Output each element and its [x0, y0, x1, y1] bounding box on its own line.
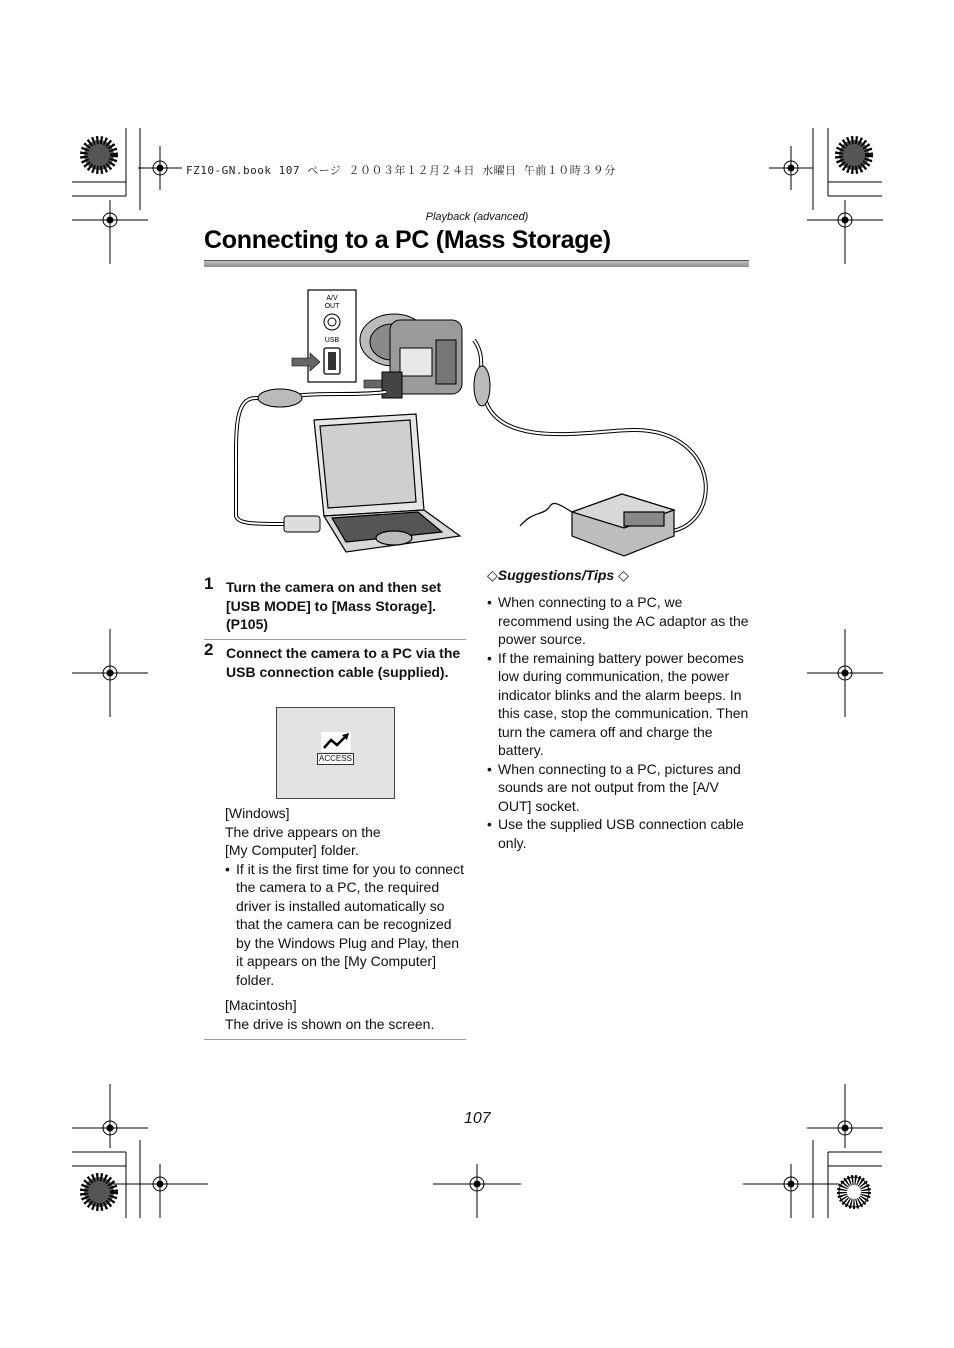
step-number: 1	[204, 574, 214, 593]
access-icon	[321, 732, 351, 752]
windows-bullet: • If it is the first time for you to connect the camera to a PC, the required driver is installed automatically so that the camera can be recognized by the Windows Plug and Play, then it appears on the [My Computer] folder.	[225, 860, 466, 990]
ferrite-core	[258, 389, 302, 407]
list-item: • When connecting to a PC, we recommend using the AC adaptor as the power source.	[487, 593, 749, 649]
step-text: Connect the camera to a PC via the USB connection cable (supplied).	[226, 645, 461, 680]
section-label: Playback (advanced)	[425, 211, 529, 223]
page-title: Connecting to a PC (Mass Storage)	[204, 226, 611, 254]
port-usb-label: USB	[324, 337, 340, 344]
step-1	[204, 574, 466, 634]
page-number: 107	[464, 1110, 491, 1127]
diamond-icon: ◇	[618, 567, 629, 583]
access-label: ACCESS	[319, 754, 352, 763]
tips-heading	[487, 567, 629, 584]
port-av-label-2: OUT	[324, 303, 340, 310]
ferrite-core	[474, 366, 490, 406]
divider	[204, 639, 466, 640]
divider	[204, 1039, 466, 1040]
macintosh-line: The drive is shown on the screen.	[225, 1015, 435, 1032]
macintosh-heading: [Macintosh]	[225, 997, 297, 1013]
connection-illustration	[204, 280, 749, 565]
power-cord	[520, 504, 572, 526]
title-rule	[204, 260, 749, 267]
print-header: FZ10-GN.book 107 ページ ２００３年１２月２４日 水曜日 午前１０時３９分	[186, 164, 616, 177]
lcd-access-screen	[276, 707, 395, 799]
list-item: • When connecting to a PC, pictures and sounds are not output from the [A/V OUT] socket.	[487, 760, 749, 816]
list-item: • If the remaining battery power becomes low during communication, the power indicator blinks and the alarm beeps. In this case, stop the communication. Then turn the camera off and charge the battery.	[487, 649, 749, 760]
step-text: Turn the camera on and then set [USB MODE] to [Mass Storage]. (P105)	[226, 579, 442, 632]
tips-list	[487, 593, 749, 852]
port-av-label: A/V	[326, 295, 338, 302]
diamond-icon: ◇	[487, 567, 498, 583]
tips-heading-text: Suggestions/Tips	[497, 567, 615, 583]
step-number: 2	[204, 640, 214, 659]
windows-heading: [Windows]	[225, 805, 290, 821]
windows-line: The drive appears on the	[225, 823, 381, 840]
usb-plug	[284, 516, 320, 532]
step-2	[204, 640, 466, 700]
title-rule-line	[204, 260, 749, 261]
ac-adaptor-image	[572, 494, 674, 556]
laptop-image	[314, 414, 460, 552]
macintosh-section	[225, 996, 466, 1033]
windows-section	[225, 804, 466, 989]
list-item: • Use the supplied USB connection cable only.	[487, 815, 749, 852]
windows-line: [My Computer] folder.	[225, 842, 359, 858]
